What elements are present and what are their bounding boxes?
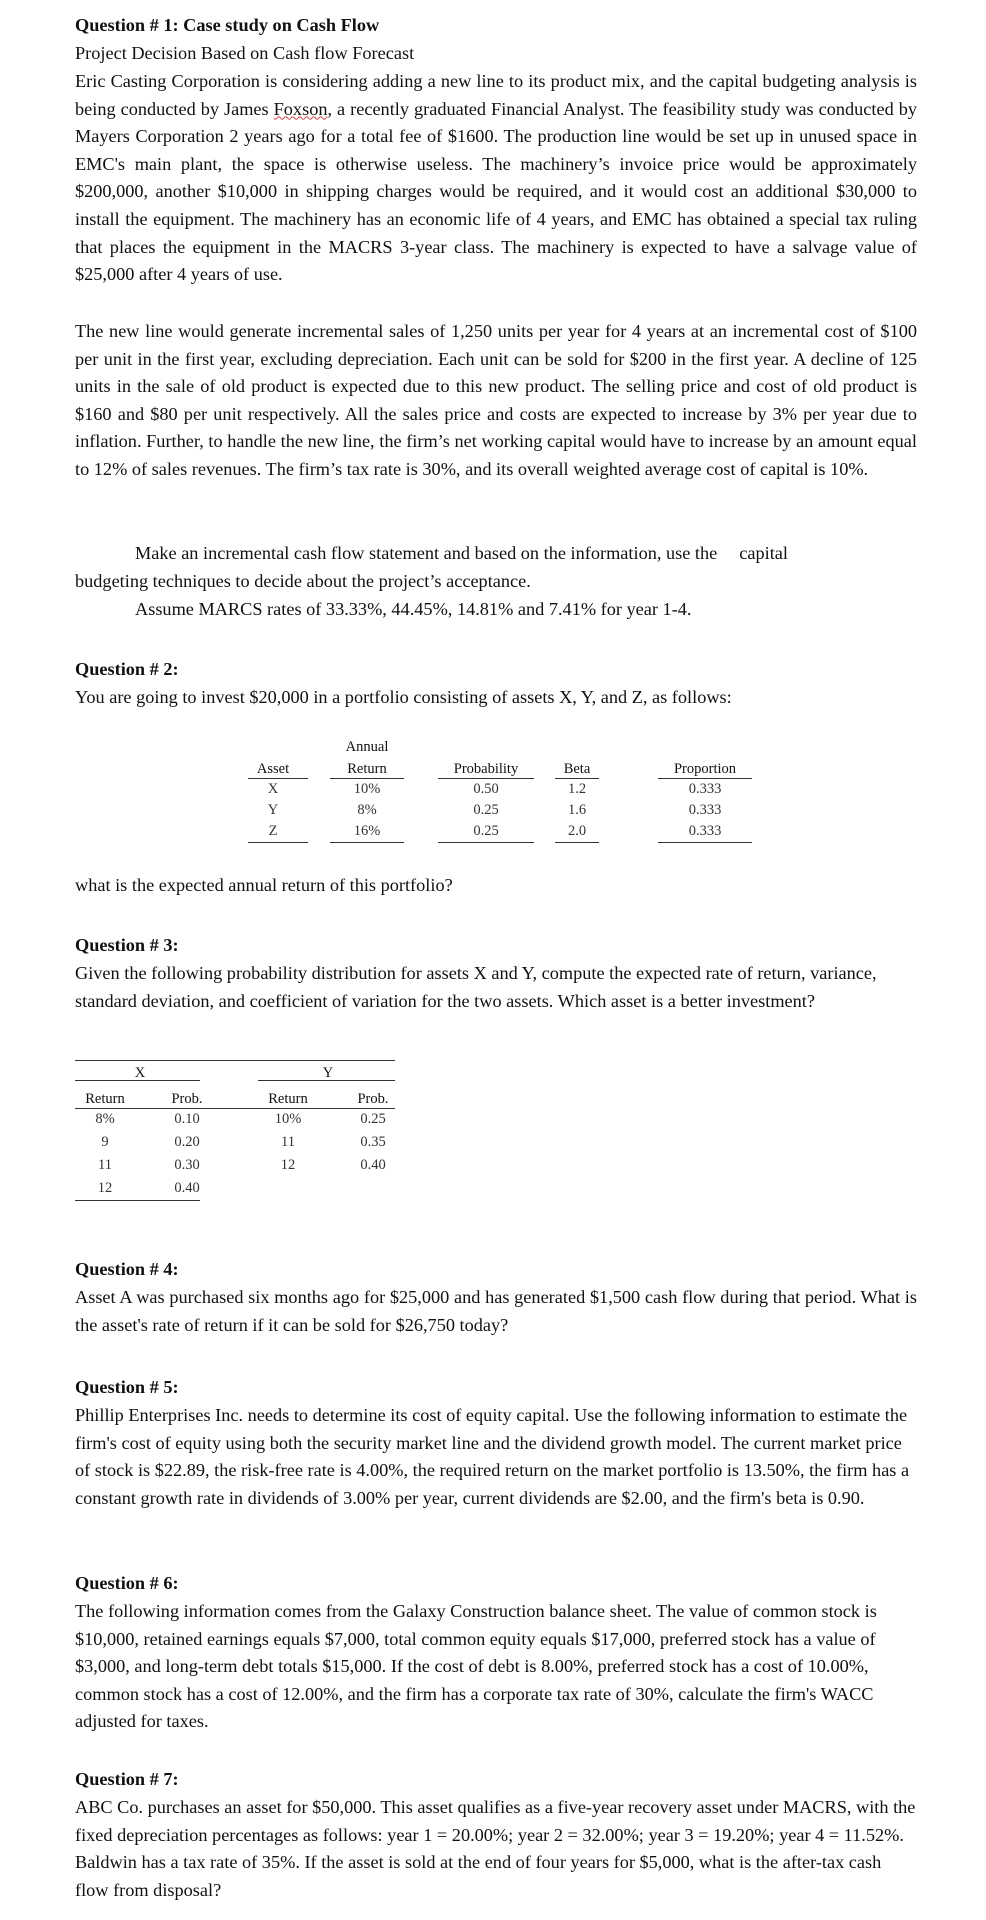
q2-question: what is the expected annual return of this portfolio?	[75, 875, 453, 895]
q1-paragraph-3	[75, 540, 917, 595]
q2-row-return: 8%	[357, 802, 377, 818]
q3-y-prob: 0.35	[360, 1134, 386, 1150]
q3-x-return: 12	[97, 1180, 113, 1196]
q3-x-return: 8%	[95, 1111, 115, 1127]
q3-group-y: Y	[322, 1065, 334, 1081]
q2-rule-bottom	[330, 842, 404, 843]
q3-x-return: 11	[98, 1157, 112, 1173]
q2-row-return: 10%	[353, 781, 381, 797]
q3-x-prob: 0.30	[174, 1157, 200, 1173]
q2-rule-asset	[248, 778, 308, 779]
q1-p3-line1: Make an incremental cash flow statement and based on the information, use the	[135, 543, 718, 563]
q3-y-prob: 0.40	[360, 1157, 386, 1173]
q2-rule-bottom	[438, 842, 534, 843]
q2-row-probability: 0.25	[473, 823, 499, 839]
q2-heading: Question # 2:	[75, 659, 179, 679]
q3-x-col-return: Return	[85, 1091, 125, 1107]
q2-row-beta: 1.2	[567, 781, 587, 797]
q3-y-return: 11	[281, 1134, 295, 1150]
q3-x-return: 9	[101, 1134, 109, 1150]
q3-rule-x	[75, 1080, 200, 1081]
q1-p3-line2: budgeting techniques to decide about the project’s acceptance.	[75, 570, 531, 591]
q1-paragraph-4: Assume MARCS rates of 33.33%, 44.45%, 14.81% and 7.41% for year 1-4.	[135, 599, 692, 619]
q2-row-probability: 0.50	[473, 781, 499, 797]
q2-intro: You are going to invest $20,000 in a portfolio consisting of assets X, Y, and Z, as follows:	[75, 687, 732, 707]
q2-header-probability: Probability	[453, 761, 519, 777]
q2-row-proportion: 0.333	[688, 781, 722, 797]
q2-header-return: Return	[347, 761, 387, 777]
q3-group-x: X	[134, 1065, 146, 1081]
q1-paragraph-1	[75, 68, 917, 289]
q1-paragraph-2: The new line would generate incremental sales of 1,250 units per year for 4 years at an incremental cost of $100 per unit in the first year, excluding depreciation. Each unit can be sold for $200 in the first year. A decline of 125 units in the sale of old product is expected due to this new product. The selling price and cost of old product is $160 and $80 per unit respectively. All the sales price and costs are expected to increase by 3% per year due to inflation. Further, to handle the new line, the firm’s net working capital would have to increase by an amount equal to 12% of sales revenues. The firm’s tax rate is 30%, and its overall weighted average cost of capital is 10%.	[75, 321, 917, 479]
q3-rule-header	[75, 1108, 395, 1109]
q2-rule-probability	[438, 778, 534, 779]
q3-y-col-prob: Prob.	[357, 1091, 389, 1107]
q3-x-prob: 0.20	[174, 1134, 200, 1150]
q3-x-prob: 0.40	[174, 1180, 200, 1196]
q3-rule-y	[258, 1080, 395, 1081]
q5-heading: Question # 5:	[75, 1377, 179, 1397]
q3-heading: Question # 3:	[75, 935, 179, 955]
q2-row-beta: 2.0	[567, 823, 587, 839]
q2-row-proportion: 0.333	[688, 802, 722, 818]
q2-rule-beta	[555, 778, 599, 779]
q1-p3-line1-tail: capital	[739, 543, 789, 563]
q3-x-prob: 0.10	[174, 1111, 200, 1127]
q2-row-asset: Z	[268, 823, 278, 839]
q3-y-prob: 0.25	[360, 1111, 386, 1127]
q6-text: The following information comes from the Galaxy Construction balance sheet. The value of common stock is $10,000, retained earnings equals $7,000, total common equity equals $17,000, preferred stock has a value of $3,000, and long-term debt totals $15,000. If the cost of debt is 8.00%, preferred stock has a cost of 10.00%, common stock has a cost of 12.00%, and the firm has a corporate tax rate of 30%, calculate the firm's WACC adjusted for taxes.	[75, 1601, 877, 1732]
q2-header-annual: Annual	[345, 739, 389, 755]
q1-p1-name: Foxson	[273, 98, 328, 119]
q1-subheading: Project Decision Based on Cash flow Forecast	[75, 43, 415, 63]
q2-row-asset: X	[267, 781, 279, 797]
q3-rule-top	[75, 1060, 395, 1061]
q2-rule-bottom	[555, 842, 599, 843]
q3-y-return: 10%	[274, 1111, 302, 1127]
q2-header-proportion: Proportion	[673, 761, 737, 777]
q1-p1-pre: Eric Casting Corporation is considering adding a new line to its product mix, and the capital budgeting analysis is being conducted by James	[75, 71, 917, 119]
q2-rule-proportion	[658, 778, 752, 779]
q1-heading: Question # 1: Case study on Cash Flow	[75, 15, 380, 35]
q2-row-asset: Y	[267, 802, 279, 818]
q2-rule-bottom	[248, 842, 308, 843]
q6-heading: Question # 6:	[75, 1573, 179, 1593]
q2-header-beta: Beta	[563, 761, 591, 777]
q3-text: Given the following probability distribution for assets X and Y, compute the expected rate of return, variance, standard deviation, and coefficient of variation for the two assets. Which asset is a better investment?	[75, 963, 877, 1011]
q2-row-return: 16%	[353, 823, 381, 839]
q4-heading: Question # 4:	[75, 1259, 179, 1279]
q2-row-beta: 1.6	[567, 802, 587, 818]
q3-rule-bottom-x	[75, 1200, 200, 1201]
q3-x-col-prob: Prob.	[171, 1091, 203, 1107]
q3-y-col-return: Return	[268, 1091, 308, 1107]
q3-y-return: 12	[280, 1157, 296, 1173]
q5-text: Phillip Enterprises Inc. needs to determine its cost of equity capital. Use the following information to estimate the firm's cost of equity using both the security market line and the dividend growth model. The current market price of stock is $22.89, the risk-free rate is 4.00%, the required return on the market portfolio is 13.50%, the firm has a constant growth rate in dividends of 3.00% per year, current dividends are $2.00, and the firm's beta is 0.90.	[75, 1405, 910, 1508]
q7-text: ABC Co. purchases an asset for $50,000. This asset qualifies as a five-year recovery asset under MACRS, with the fixed depreciation percentages as follows: year 1 = 20.00%; year 2 = 32.00%; year 3 = 19.20%; year 4 = 11.52%. Baldwin has a tax rate of 35%. If the asset is sold at the end of four years for $5,000, what is the after-tax cash flow from disposal?	[75, 1797, 916, 1900]
q1-p1-post: , a recently graduated Financial Analyst. The feasibility study was conducted by Mayers Corporation 2 years ago for a total fee of $1600. The production line would be set up in unused space in EMC's main plant, the space is otherwise useless. The machinery’s invoice price would be approximately $200,000, another $10,000 in shipping charges would be required, and it would cost an additional $30,000 to install the equipment. The machinery has an economic life of 4 years, and EMC has obtained a special tax ruling that places the equipment in the MACRS 3-year class. The machinery is expected to have a salvage value of $25,000 after 4 years of use.	[75, 98, 917, 285]
q4-text: Asset A was purchased six months ago for $25,000 and has generated $1,500 cash flow during that period. What is the asset's rate of return if it can be sold for $26,750 today?	[75, 1287, 917, 1335]
q2-rule-return	[330, 778, 404, 779]
q2-row-probability: 0.25	[473, 802, 499, 818]
q2-rule-bottom	[658, 842, 752, 843]
q7-heading: Question # 7:	[75, 1769, 179, 1789]
q2-header-asset: Asset	[256, 761, 290, 777]
q2-row-proportion: 0.333	[688, 823, 722, 839]
